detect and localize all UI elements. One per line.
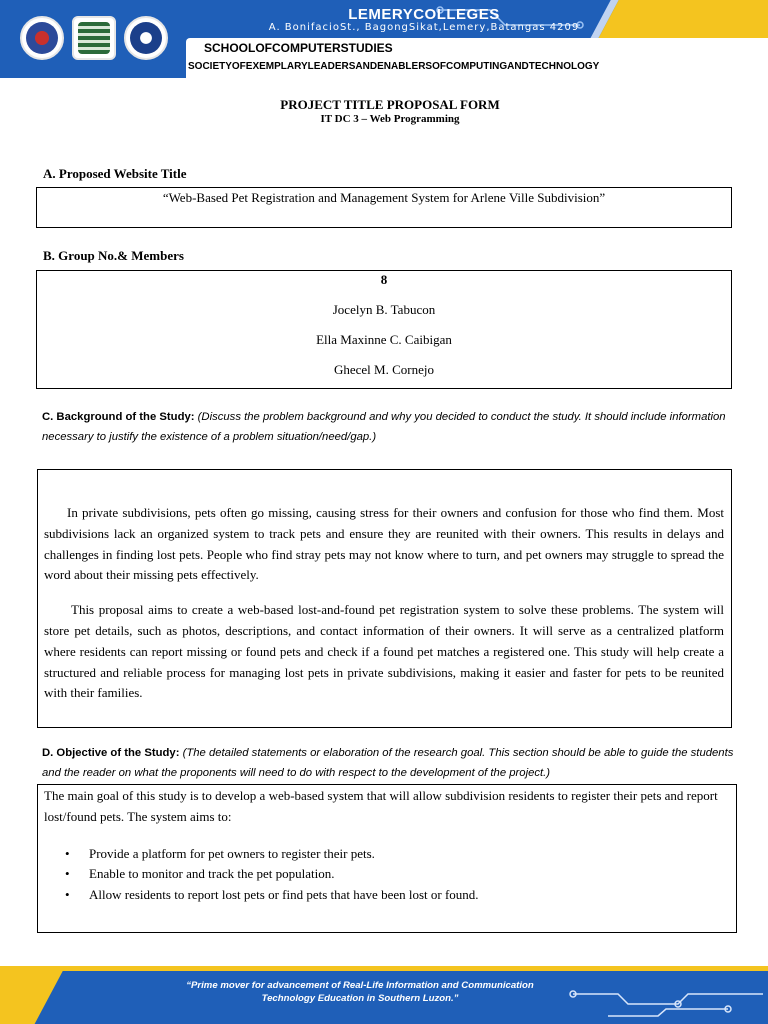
member-name: Ella Maxinne C. Caibigan	[316, 332, 452, 347]
section-b-heading: B. Group No.& Members	[43, 248, 184, 263]
member-name: Ghecel M. Cornejo	[333, 362, 434, 377]
objectives-list	[44, 844, 730, 906]
list-item	[44, 864, 730, 885]
objectives-box	[37, 784, 737, 933]
bullet-icon: •	[65, 886, 70, 902]
form-title: PROJECT TITLE PROPOSAL FORM	[280, 97, 500, 112]
society-name: SOCIETYOFEXEMPLARYLEADERSANDENABLERSOFCOMPUTINGANDTECHNOLOGY	[188, 61, 600, 72]
section-a-heading: A. Proposed Website Title	[43, 166, 187, 181]
website-title-box	[36, 187, 732, 228]
objective-text: Provide a platform for pet owners to register their pets.	[89, 845, 375, 861]
background-paragraph: This proposal aims to create a web-based lost-and-found pet registration system to solve these problems. The system will store pet details, such as photos, descriptions, and contact information of their owners. It will serve as a centralized platform where residents can report missing or found pets and check if a found pet matches a registered one. This study will help create a structured and reliable process for managing lost pets in private subdivisions, making it easier and faster for pets to be reunited with their families.	[44, 602, 724, 701]
section-d-heading: D. Objective of the Study:	[42, 747, 180, 759]
footer-motto-line: Technology Education in Southern Luzon.”	[261, 993, 459, 1004]
footer-motto-line: “Prime mover for advancement of Real-Life Information and Communication	[186, 980, 534, 991]
background-paragraph: In private subdivisions, pets often go missing, causing stress for their owners and confusion for those who find them. Most subdivisions lack an organized system to track pets and ensure they are reunited with their owners. This results in delays and challenges in finding lost pets. People who find stray pets may not know where to turn, and pet owners may struggle to spread the word about their missing pets effectively.	[44, 505, 724, 583]
list-item	[44, 885, 730, 906]
section-d-heading-block	[42, 743, 742, 783]
objective-text: Enable to monitor and track the pet population.	[89, 866, 335, 882]
bullet-icon: •	[65, 845, 70, 861]
footer-motto	[0, 979, 720, 1005]
member-name: Jocelyn B. Tabucon	[332, 302, 436, 317]
objectives-intro: The main goal of this study is to develop a web-based system that will allow subdivision residents to register their pets and report lost/found pets. The system aims to:	[44, 788, 718, 824]
background-box	[37, 469, 732, 728]
school-name: SCHOOLOFCOMPUTERSTUDIES	[204, 41, 393, 55]
college-name: LEMERYCOLLEGES	[348, 6, 500, 23]
group-members-box	[36, 270, 732, 389]
college-address: A. BonifacioSt., BagongSikat,Lemery,Batangas 4209	[268, 22, 580, 33]
list-item	[44, 844, 730, 865]
website-title-value: “Web-Based Pet Registration and Management System for Arlene Ville Subdivision”	[162, 190, 606, 205]
course-title: IT DC 3 – Web Programming	[320, 113, 460, 125]
group-number: 8	[380, 272, 388, 287]
bullet-icon: •	[65, 866, 70, 882]
objective-text: Allow residents to report lost pets or find pets that have been lost or found.	[89, 886, 479, 902]
section-c-heading: C. Background of the Study:	[42, 411, 195, 423]
section-d-instruction: (The detailed statements or elaboration of the research goal. This section should be able to guide the students and the reader on what the proponents will need to do with respect to the development of the project.)	[42, 747, 734, 779]
section-c-heading-block	[42, 407, 742, 447]
footer-yellow-line	[0, 966, 768, 971]
section-c-instruction: (Discuss the problem background and why you decided to conduct the study. It should include information necessary to justify the existence of a problem situation/need/gap.)	[42, 411, 726, 443]
